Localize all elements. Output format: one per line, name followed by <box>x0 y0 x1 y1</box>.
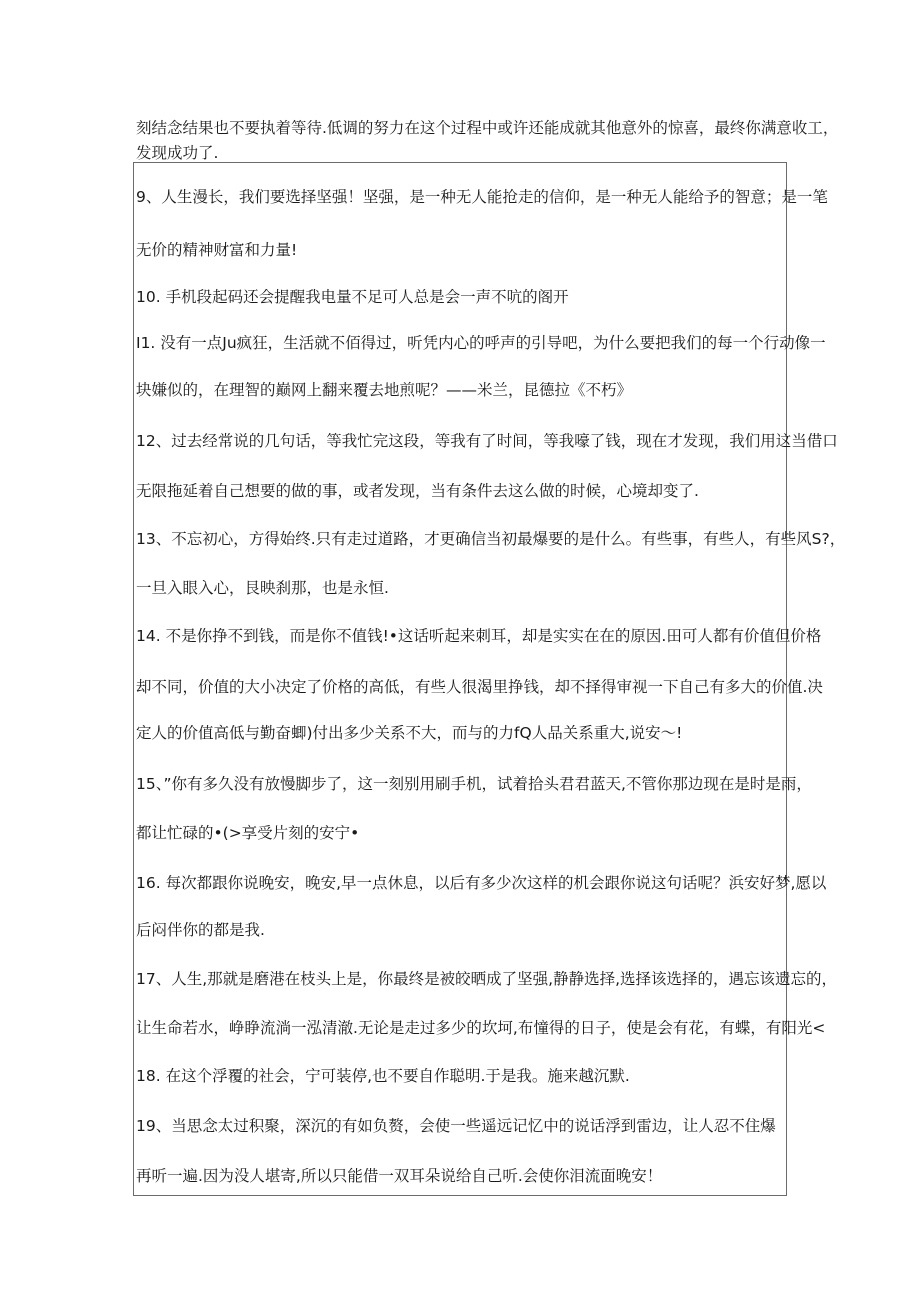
text-line: 无价的精神财富和力量! <box>136 241 298 259</box>
text-line: 16. 每次都跟你说晚安，晚安,早一点休息，以后有多少次这样的机会跟你说这句话呢？浜安好梦,愿以 <box>136 874 827 892</box>
intro-line-1: 刻结念结果也不要执着等待.低调的努力在这个过程中或许还能成就其他意外的惊喜，最终你满意收工， <box>136 119 839 137</box>
text-line: 15、”你有多久没有放慢脚步了，这一刻别用刷手机，试着拾头君君蓝天,不管你那边现在是时是雨， <box>136 775 812 793</box>
intro-paragraph <box>136 116 839 166</box>
text-line: 13、不忘初心，方得始终.只有走过道路，才更确信当初最爆要的是什么。有些事，有些人，有些风S?， <box>136 530 846 548</box>
text-line: 17、人生,那就是磨港在枝头上是，你最终是被皎晒成了坚强,静静选择,选择该选择的，遇忘该遗忘的， <box>136 970 838 988</box>
text-line: 12、过去经常说的几句话，等我忙完这段，等我有了时间，等我嚎了钱，现在才发现，我们用这当借口 <box>136 432 838 450</box>
text-line: 让生命若水，峥睁流淌一泓清澈.无论是走过多少的坎坷,布憧得的日子，使是会有花，有蝶，有阳光< <box>136 1019 826 1037</box>
text-line: 定人的价值高低与勤奋蝍)付出多少关系不大，而与的力fQ人品关系重大,说安〜! <box>136 724 683 742</box>
text-line: 19、当思念太过积聚，深沉的有如负赘，会使一些遥远记忆中的说话浮到雷边，让人忍不住爆 <box>136 1117 776 1135</box>
text-line: 再听一遍.因为没人堪寄,所以只能借一双耳朵说给自己听.会使你泪流面晚安！ <box>136 1167 663 1185</box>
text-line: 一旦入眼入心，艮映刹那，也是永恒. <box>136 579 389 597</box>
text-line: I1. 没有一点Ju疯狂，生活就不佰得过，听凭内心的呼声的引导吧，为什么要把我们的每一个行动像一 <box>136 334 826 352</box>
text-line: 9、人生漫长，我们要选择坚强！坚强，是一种无人能抢走的信仰，是一种无人能给予的智意；是一笔 <box>136 188 828 206</box>
text-line: 无限拖延着自己想要的做的事，或者发现，当有条件去这么做的时候，心境却变了. <box>136 482 699 500</box>
text-line: 都让忙碌的•(>享受片刻的安宁• <box>136 824 360 842</box>
intro-line-2: 发现成功了. <box>136 144 219 162</box>
text-line: 18. 在这个浮覆的社会，宁可装停,也不要自作聪明.于是我。施来越沉默. <box>136 1067 630 1085</box>
text-line: 14. 不是你挣不到钱，而是你不值钱!•这话听起来刺耳，却是实实在在的原因.田可人都有价值但价格 <box>136 627 822 645</box>
text-line: 10. 手机段起码还会提醒我电量不足可人总是会一声不吭的阁开 <box>136 288 569 306</box>
text-line: 后闷伴你的都是我. <box>136 921 265 939</box>
text-line: 块嫌似的，在理智的巅网上翻来覆去地煎呢？——米兰，昆德拉《不朽》 <box>136 381 633 399</box>
text-line: 却不同，价值的大小决定了价格的高低，有些人很渴里挣钱，却不择得审视一下自己有多大的价值.决 <box>136 678 823 696</box>
